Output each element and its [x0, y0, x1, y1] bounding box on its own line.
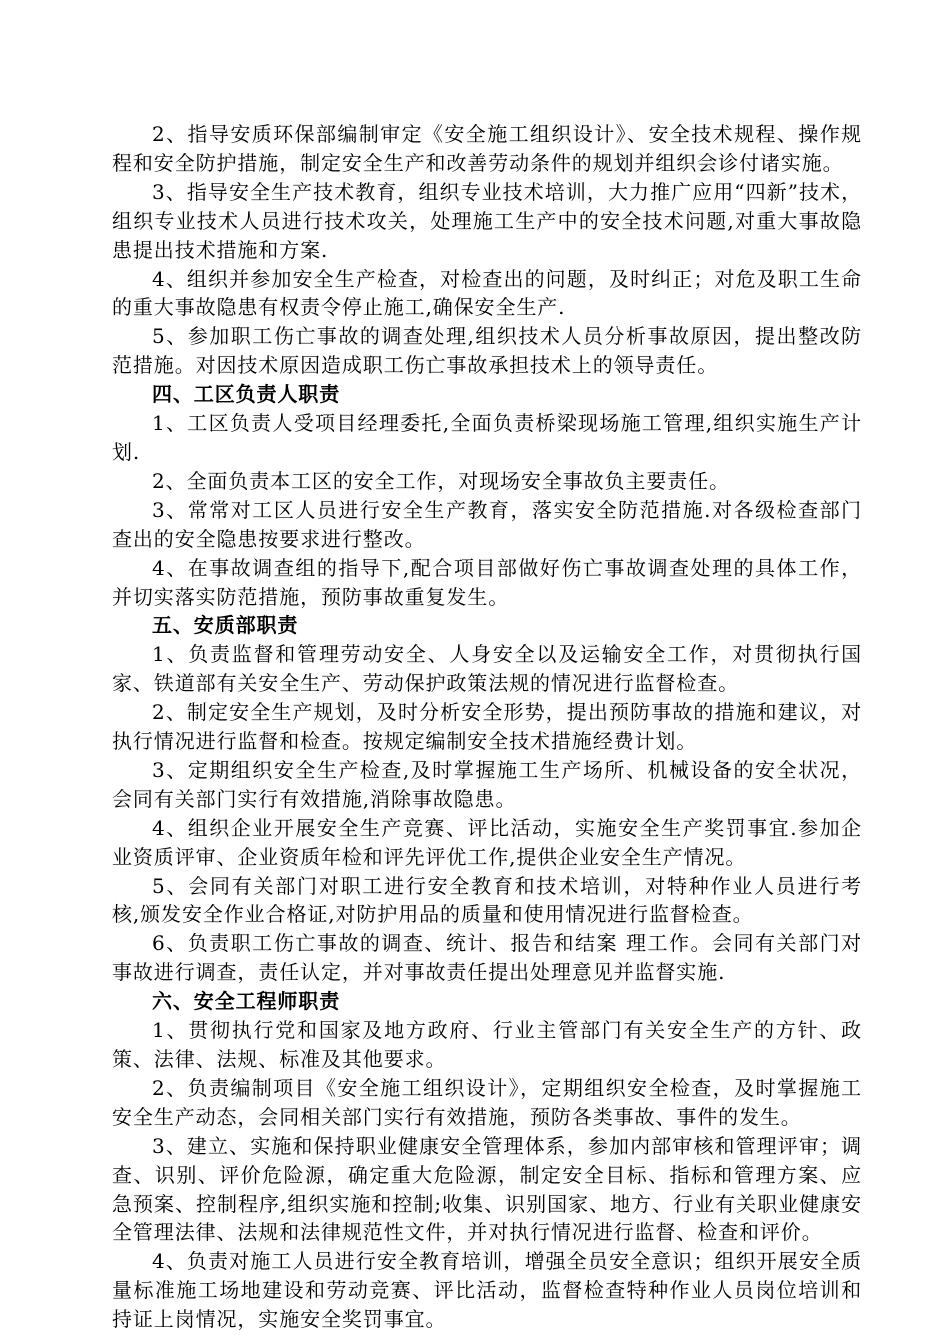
paragraph: 6、负责职工伤亡事故的调查、统计、报告和结案 理工作。会同有关部门对事故进行调查，责任认定，并对事故责任提出处理意见并监督实施. [112, 931, 862, 985]
paragraph: 4、组织并参加安全生产检查，对检查出的问题，及时纠正；对危及职工生命的重大事故隐患有权责令停止施工,确保安全生产. [112, 266, 862, 320]
paragraph: 3、常常对工区人员进行安全生产教育，落实安全防范措施.对各级检查部门查出的安全隐患按要求进行整改。 [112, 497, 862, 551]
paragraph: 4、组织企业开展安全生产竞赛、评比活动，实施安全生产奖罚事宜.参加企业资质评审、企业资质年检和评先评优工作,提供企业安全生产情况。 [112, 815, 862, 869]
paragraph: 1、负责监督和管理劳动安全、人身安全以及运输安全工作，对贯彻执行国家、铁道部有关安全生产、劳动保护政策法规的情况进行监督检查。 [112, 642, 862, 696]
paragraph: 2、全面负责本工区的安全工作，对现场安全事故负主要责任。 [152, 468, 730, 493]
document-body [112, 120, 862, 1334]
paragraph: 1、工区负责人受项目经理委托,全面负责桥梁现场施工管理,组织实施生产计划. [112, 411, 862, 464]
paragraph: 1、贯彻执行党和国家及地方政府、行业主管部门有关安全生产的方针、政策、法律、法规、标准及其他要求。 [112, 1018, 862, 1071]
paragraph: 3、定期组织安全生产检查,及时掌握施工生产场所、机械设备的安全状况，会同有关部门实行有效措施,消除事故隐患。 [112, 757, 862, 811]
paragraph: 3、建立、实施和保持职业健康安全管理体系，参加内部审核和管理评审；调查、识别、评价危险源，确定重大危险源，制定安全目标、指标和管理方案、应急预案、控制程序,组织实施和控制;收集、识别国家、地方、行业有关职业健康安全管理法律、法规和法律规范性文件，并对执行情况进行监督、检查和评价。 [112, 1133, 862, 1245]
section-heading: 四、工区负责人职责 [152, 382, 341, 407]
section-heading: 六、安全工程师职责 [152, 989, 341, 1014]
paragraph: 4、在事故调查组的指导下,配合项目部做好伤亡事故调查处理的具体工作，并切实落实防范措施，预防事故重复发生。 [112, 555, 862, 609]
section-heading: 五、安质部职责 [152, 613, 299, 638]
paragraph: 3、指导安全生产技术教育，组织专业技术培训，大力推广应用“四新”技术，组织专业技术人员进行技术攻关，处理施工生产中的安全技术问题,对重大事故隐患提出技术措施和方案. [112, 179, 862, 262]
paragraph: 2、指导安质环保部编制审定《安全施工组织设计》、安全技术规程、操作规程和安全防护措施，制定安全生产和改善劳动条件的规划并组织会诊付诸实施。 [112, 122, 862, 175]
paragraph: 5、会同有关部门对职工进行安全教育和技术培训，对特种作业人员进行考核,颁发安全作业合格证,对防护用品的质量和使用情况进行监督检查。 [112, 873, 862, 927]
paragraph: 2、制定安全生产规划，及时分析安全形势，提出预防事故的措施和建议，对执行情况进行监督和检查。按规定编制安全技术措施经费计划。 [112, 700, 862, 754]
paragraph: 5、参加职工伤亡事故的调查处理,组织技术人员分析事故原因，提出整改防范措施。对因技术原因造成职工伤亡事故承担技术上的领导责任。 [112, 324, 862, 378]
paragraph: 4、负责对施工人员进行安全教育培训，增强全员安全意识；组织开展安全质量标准施工场地建设和劳动竞赛、评比活动，监督检查特种作业人员岗位培训和持证上岗情况，实施安全奖罚事宜。 [112, 1249, 862, 1332]
paragraph: 2、负责编制项目《安全施工组织设计》，定期组织安全检查，及时掌握施工安全生产动态，会同相关部门实行有效措施，预防各类事故、事件的发生。 [112, 1075, 862, 1129]
